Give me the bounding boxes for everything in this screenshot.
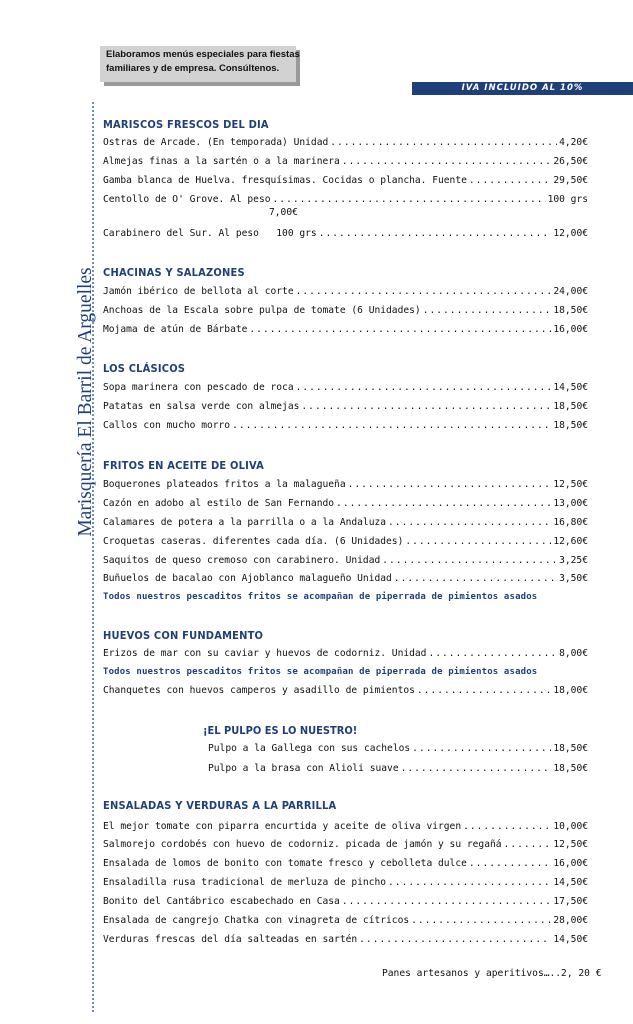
section-title-huevos: HUEVOS CON FUNDAMENTO [103, 629, 264, 642]
menu-item: Almejas finas a la sartén o a la marinera ..... 26,50€ [103, 155, 588, 169]
menu-item: Ostras de Arcade. (En temporada) Unidad ..... 4,20€ [103, 136, 588, 150]
menu-item: Sopa marinera con pescado de roca ..... 14,50€ [103, 381, 588, 395]
fritos-note: Todos nuestros pescaditos fritos se acompañan de piperrada de pimientos asados [103, 592, 538, 602]
menu-item: Jamón ibérico de bellota al corte ..... 24,00€ [103, 285, 588, 299]
dotted-divider [92, 102, 94, 1012]
menu-item: Ensalada de cangrejo Chatka con vinagreta de cítricos ..... 28,00€ [103, 914, 588, 928]
menu-item: Pulpo a la Gallega con sus cachelos ..... 18,50€ [208, 742, 588, 756]
section-title-pulpo: ¡EL PULPO ES LO NUESTRO! [203, 724, 358, 737]
menu-item: Salmorejo cordobés con huevo de codorniz. picada de jamón y su regañá ..... 12,50€ [103, 838, 588, 852]
section-title-clasicos: LOS CLÁSICOS [103, 362, 186, 375]
section-title-chacinas: CHACINAS Y SALAZONES [103, 266, 245, 279]
menu-item: Calamares de potera a la parrilla o a la Andaluza ..... 16,80€ [103, 516, 588, 530]
menu-item: Erizos de mar con su caviar y huevos de codorniz. Unidad ..... 8,00€ [103, 647, 588, 661]
menu-item: Mojama de atún de Bárbate ..... 16,00€ [103, 323, 588, 337]
menu-item: Croquetas caseras. diferentes cada día. (6 Unidades) ..... 12,60€ [103, 535, 588, 549]
restaurant-name: Marisquería El Barril de Arguelles [75, 267, 96, 537]
promo-line-2: familiares y de empresa. Consúltenos. [106, 63, 280, 74]
menu-item: Saquitos de queso cremoso con carabinero. Unidad ..... 3,25€ [103, 554, 588, 568]
promo-box [100, 46, 300, 82]
menu-item: Anchoas de la Escala sobre pulpa de tomate (6 Unidades) ..... 18,50€ [103, 304, 588, 318]
section-title-fritos: FRITOS EN ACEITE DE OLIVA [103, 459, 264, 472]
menu-item: Pulpo a la brasa con Alioli suave ..... 18,50€ [208, 762, 588, 776]
menu-item: Bonito del Cantábrico escabechado en Casa ..... 17,50€ [103, 895, 588, 909]
promo-line-1: Elaboramos menús especiales para fiestas [106, 49, 300, 60]
menu-item: Boquerones plateados fritos a la malagueña ..... 12,50€ [103, 478, 588, 492]
menu-item: El mejor tomate con piparra encurtida y aceite de oliva virgen ..... 10,00€ [103, 820, 588, 834]
menu-item: Verduras frescas del día salteadas en sartén ..... 14,50€ [103, 933, 588, 947]
menu-item: Centollo de O' Grove. Al peso ..... 100 grs [103, 193, 588, 207]
iva-banner: IVA INCLUIDO AL 10% [412, 82, 633, 95]
menu-item: Ensalada de lomos de bonito con tomate fresco y cebolleta dulce ..... 16,00€ [103, 857, 588, 871]
menu-item: Cazón en adobo al estilo de San Fernando ..... 13,00€ [103, 497, 588, 511]
menu-item: Carabinero del Sur. Al peso 100 grs ..... 12,00€ [103, 227, 588, 241]
menu-item: Ensaladilla rusa tradicional de merluza de pincho ..... 14,50€ [103, 876, 588, 890]
huevos-note: Todos nuestros pescaditos fritos se acompañan de piperrada de pimientos asados [103, 667, 538, 677]
centollo-price: 7,00€ [269, 207, 298, 218]
bread-and-appetizers: Panes artesanos y aperitivos…..2, 20 € [382, 968, 602, 979]
section-title-mariscos: MARISCOS FRESCOS DEL DIA [103, 118, 269, 131]
menu-item: Callos con mucho morro ..... 18,50€ [103, 419, 588, 433]
menu-item: Buñuelos de bacalao con Ajoblanco malagueño Unidad ..... 3,50€ [103, 572, 588, 586]
menu-item: Patatas en salsa verde con almejas ..... 18,50€ [103, 400, 588, 414]
section-title-ensaladas: ENSALADAS Y VERDURAS A LA PARRILLA [103, 799, 337, 812]
menu-item: Gamba blanca de Huelva. fresquísimas. Cocidas o plancha. Fuente ..... 29,50€ [103, 174, 588, 188]
menu-item: Chanquetes con huevos camperos y asadillo de pimientos ..... 18,00€ [103, 684, 588, 698]
